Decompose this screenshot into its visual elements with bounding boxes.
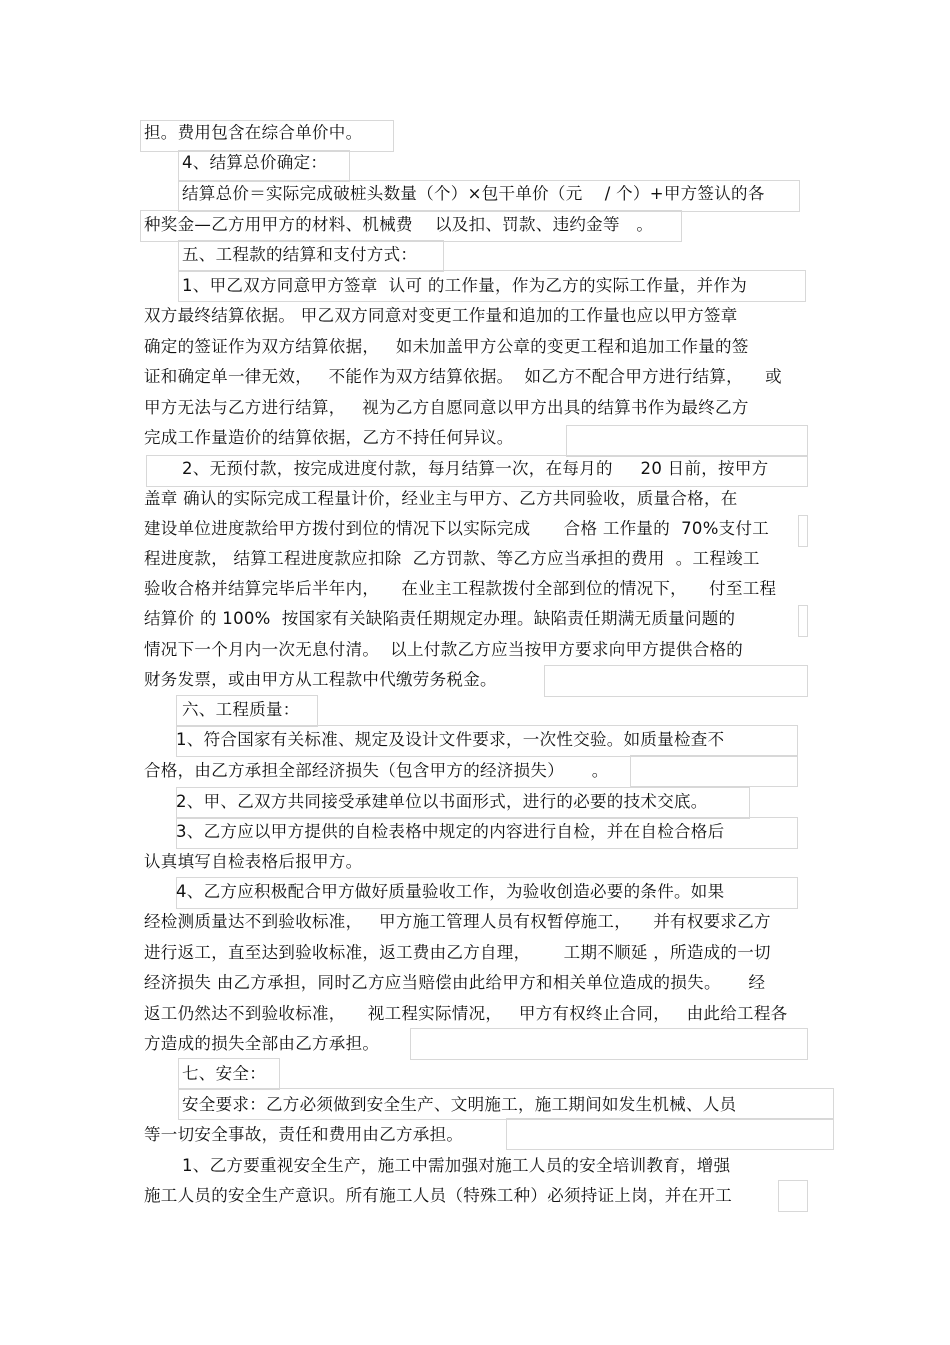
- text-line: 经检测质量达不到验收标准， 甲方施工管理人员有权暂停施工， 并有权要求乙方: [144, 912, 771, 931]
- text-line: 双方最终结算依据。 甲乙双方同意对变更工作量和追加的工作量也应以甲方签章: [144, 306, 738, 325]
- text-line: 完成工作量造价的结算依据，乙方不持任何异议。: [144, 428, 514, 447]
- text-line: 结算总价＝实际完成破桩头数量（个）×包干单价（元 / 个）+甲方签认的各: [182, 184, 765, 203]
- rule-box: [566, 425, 808, 457]
- text-line: 等一切安全事故，责任和费用由乙方承担。: [144, 1125, 464, 1144]
- text-line: 安全要求：乙方必须做到安全生产、文明施工，施工期间如发生机械、人员: [182, 1095, 737, 1114]
- rule-box: [798, 515, 808, 547]
- section-heading: 五、工程款的结算和支付方式：: [182, 245, 418, 264]
- text-line: 甲方无法与乙方进行结算， 视为乙方自愿同意以甲方出具的结算书作为最终乙方: [144, 398, 749, 417]
- text-line: 1、符合国家有关标准、规定及设计文件要求，一次性交验。如质量检查不: [176, 730, 725, 749]
- text-line: 1、乙方要重视安全生产，施工中需加强对施工人员的安全培训教育，增强: [182, 1156, 731, 1175]
- text-line: 认真填写自检表格后报甲方。: [144, 852, 363, 871]
- text-line: 证和确定单一律无效， 不能作为双方结算依据。 如乙方不配合甲方进行结算， 或: [144, 367, 782, 386]
- text-line: 返工仍然达不到验收标准， 视工程实际情况， 甲方有权终止合同， 由此给工程各: [144, 1004, 788, 1023]
- rule-box: [544, 665, 808, 697]
- section-heading: 七、安全：: [182, 1064, 266, 1083]
- text-line: 程进度款， 结算工程进度款应扣除 乙方罚款、等乙方应当承担的费用 。工程竣工: [144, 549, 760, 568]
- text-line: 财务发票，或由甲方从工程款中代缴劳务税金。: [144, 670, 497, 689]
- text-line: 施工人员的安全生产意识。所有施工人员（特殊工种）必须持证上岗，并在开工: [144, 1186, 732, 1205]
- text-line: 进行返工，直至达到验收标准，返工费由乙方自理， 工期不顺延 ，所造成的一切: [144, 943, 771, 962]
- text-line: 盖章 确认的实际完成工程量计价，经业主与甲方、乙方共同验收，质量合格，在: [144, 489, 738, 508]
- text-line: 确定的签证作为双方结算依据， 如未加盖甲方公章的变更工程和追加工作量的签: [144, 337, 749, 356]
- text-line: 结算价 的 100% 按国家有关缺陷责任期规定办理。缺陷责任期满无质量问题的: [144, 609, 736, 628]
- rule-box: [506, 1118, 834, 1150]
- text-line: 验收合格并结算完毕后半年内， 在业主工程款拨付全部到位的情况下， 付至工程: [144, 579, 777, 598]
- text-line: 种奖金—乙方用甲方的材料、机械费 以及扣、罚款、违约金等 。: [144, 215, 654, 234]
- text-line: 建设单位进度款给甲方拨付到位的情况下以实际完成 合格 工作量的 70%支付工: [144, 519, 770, 538]
- section-heading: 六、工程质量：: [182, 700, 300, 719]
- text-line: 情况下一个月内一次无息付清。 以上付款乙方应当按甲方要求向甲方提供合格的: [144, 640, 744, 659]
- text-line: 担。费用包含在综合单价中。: [144, 123, 363, 142]
- text-line: 合格，由乙方承担全部经济损失（包含甲方的经济损失） 。: [144, 761, 609, 780]
- text-line: 2、无预付款，按完成进度付款，每月结算一次，在每月的 20 日前，按甲方: [182, 459, 769, 478]
- rule-box: [410, 1028, 808, 1060]
- text-line: 2、甲、乙双方共同接受承建单位以书面形式，进行的必要的技术交底。: [176, 792, 708, 811]
- text-line: 4、乙方应积极配合甲方做好质量验收工作，为验收创造必要的条件。如果: [176, 882, 725, 901]
- text-line: 3、乙方应以甲方提供的自检表格中规定的内容进行自检，并在自检合格后: [176, 822, 725, 841]
- text-line: 经济损失 由乙方承担，同时乙方应当赔偿由此给甲方和相关单位造成的损失。 经: [144, 973, 766, 992]
- rule-box: [798, 605, 808, 637]
- text-line: 4、结算总价确定：: [182, 153, 328, 172]
- rule-box: [778, 1180, 808, 1212]
- text-line: 方造成的损失全部由乙方承担。: [144, 1034, 380, 1053]
- rule-box: [630, 755, 798, 787]
- text-line: 1、甲乙双方同意甲方签章 认可 的工作量，作为乙方的实际工作量，并作为: [182, 276, 748, 295]
